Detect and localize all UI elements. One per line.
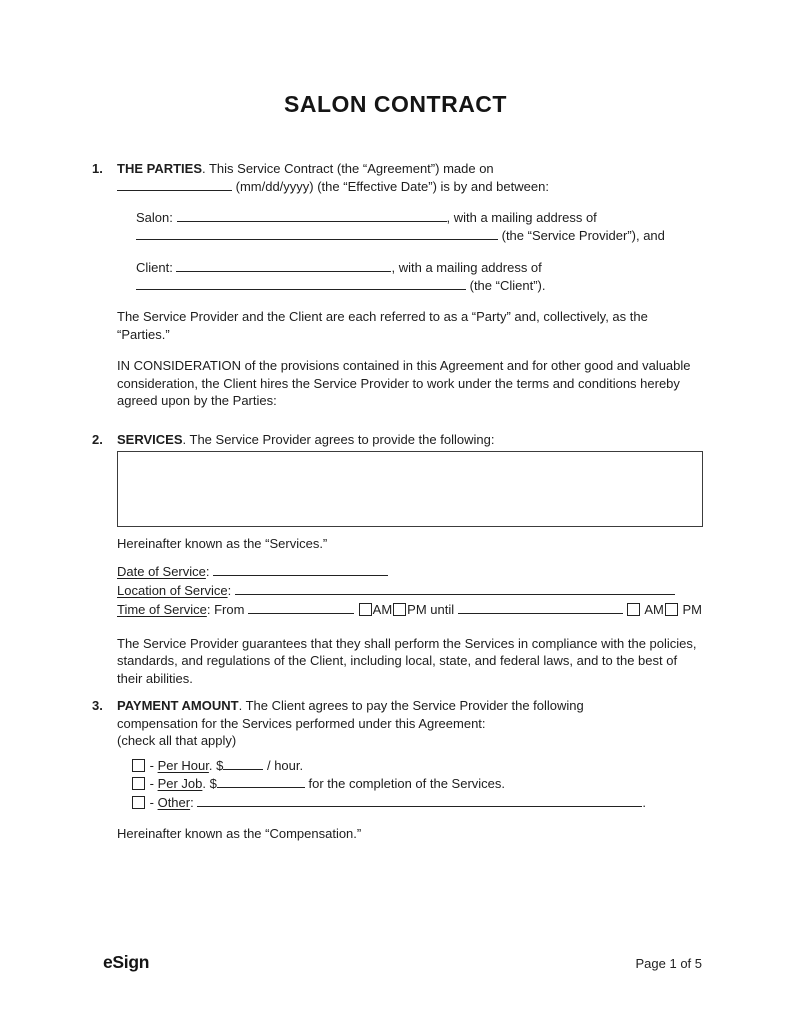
other-option-row bbox=[131, 794, 703, 813]
salon-party-block bbox=[136, 209, 703, 244]
esign-logo: eSign bbox=[103, 952, 150, 972]
parties-intro-line2 bbox=[117, 178, 703, 196]
section-services bbox=[92, 431, 703, 688]
other-dash: - bbox=[149, 794, 158, 810]
time-until-field[interactable] bbox=[458, 601, 623, 614]
time-from-field[interactable] bbox=[248, 601, 354, 614]
payment-intro-line bbox=[117, 697, 637, 732]
section-3-heading: PAYMENT AMOUNT bbox=[117, 698, 239, 713]
other-checkbox[interactable] bbox=[132, 796, 145, 809]
parties-paragraph-1: The Service Provider and the Client are each referred to as a “Party” and, collectively, as the “Parties.” bbox=[117, 309, 648, 342]
services-intro-line bbox=[117, 431, 703, 449]
section-2-number: 2. bbox=[92, 431, 103, 447]
payment-options bbox=[131, 757, 703, 813]
client-after-address: (the “Client”). bbox=[466, 277, 546, 293]
per-hour-mid: . $ bbox=[208, 757, 224, 773]
salon-after-address: (the “Service Provider”), and bbox=[498, 227, 665, 243]
until-am-label: AM bbox=[644, 601, 664, 617]
from-am-checkbox[interactable] bbox=[359, 603, 372, 616]
location-of-service-field[interactable] bbox=[235, 582, 675, 595]
per-job-amount-field[interactable] bbox=[217, 775, 305, 788]
until-am-checkbox[interactable] bbox=[627, 603, 640, 616]
date-of-service-line bbox=[117, 562, 703, 581]
payment-intro-text: . The Client agrees to pay the Service Provider the following compensation for the Services performed under this Agreement: bbox=[117, 698, 584, 731]
client-address-field[interactable] bbox=[136, 277, 466, 290]
per-hour-label: Per Hour bbox=[157, 757, 209, 773]
per-job-dash: - bbox=[149, 776, 158, 791]
until-pm-checkbox[interactable] bbox=[665, 603, 678, 616]
from-am-label: AM bbox=[372, 601, 393, 617]
salon-name-field[interactable] bbox=[177, 209, 447, 222]
from-pm-checkbox[interactable] bbox=[393, 603, 406, 616]
location-of-service-line bbox=[117, 581, 703, 600]
section-payment-amount bbox=[92, 697, 703, 843]
client-label: Client: bbox=[136, 260, 173, 275]
time-colon: : bbox=[206, 601, 211, 617]
salon-address-field[interactable] bbox=[136, 227, 498, 240]
salon-after-name: , with a mailing address of bbox=[446, 210, 597, 225]
client-party-block bbox=[136, 259, 703, 294]
services-intro-text: . The Service Provider agrees to provide the following: bbox=[182, 431, 495, 447]
other-suffix: . bbox=[642, 794, 646, 810]
time-from-label: From bbox=[214, 601, 245, 617]
parties-intro-line1 bbox=[117, 160, 703, 178]
per-hour-dash: - bbox=[149, 757, 158, 773]
per-job-mid: . $ bbox=[202, 776, 217, 791]
location-of-service-label: Location of Service bbox=[117, 582, 228, 598]
other-label: Other bbox=[157, 794, 191, 810]
time-until-label: until bbox=[430, 601, 455, 617]
time-of-service-line bbox=[117, 600, 703, 619]
effective-date-field[interactable] bbox=[117, 178, 232, 191]
until-pm-label: PM bbox=[682, 601, 702, 617]
date-of-service-field[interactable] bbox=[213, 563, 388, 576]
time-of-service-label: Time of Service bbox=[117, 601, 207, 617]
section-2-heading: SERVICES bbox=[117, 431, 183, 447]
document-title: SALON CONTRACT bbox=[284, 91, 507, 117]
section-the-parties bbox=[92, 160, 703, 410]
section-1-number: 1. bbox=[92, 161, 103, 176]
section-3-number: 3. bbox=[92, 698, 103, 713]
payment-hereinafter: Hereinafter known as the “Compensation.” bbox=[117, 826, 362, 841]
client-after-name: , with a mailing address of bbox=[391, 260, 542, 275]
per-job-option-row bbox=[131, 775, 703, 794]
location-colon: : bbox=[227, 582, 232, 598]
page-footer bbox=[103, 954, 702, 973]
per-hour-checkbox[interactable] bbox=[132, 759, 145, 772]
services-hereinafter: Hereinafter known as the “Services.” bbox=[117, 536, 328, 551]
other-mid: : bbox=[190, 794, 198, 810]
client-name-field[interactable] bbox=[176, 259, 391, 272]
page-number: Page 1 of 5 bbox=[635, 956, 702, 971]
per-hour-rate-field[interactable] bbox=[223, 757, 263, 770]
per-hour-suffix: / hour. bbox=[263, 757, 304, 773]
per-job-checkbox[interactable] bbox=[132, 777, 145, 790]
effective-date-suffix: (mm/dd/yyyy) (the “Effective Date”) is by and between: bbox=[232, 178, 549, 194]
date-colon: : bbox=[205, 563, 210, 579]
date-of-service-label: Date of Service bbox=[117, 563, 206, 579]
per-job-suffix: for the completion of the Services. bbox=[304, 776, 506, 791]
parties-paragraph-2: IN CONSIDERATION of the provisions contained in this Agreement and for other good and valuable consideration, the Client hires the Service Provider to work under the terms and conditions hereby agreed upon by the Parties: bbox=[117, 358, 691, 408]
services-guarantee-paragraph: The Service Provider guarantees that they shall perform the Services in compliance with the policies, standards, and regulations of the Client, including local, state, and federal laws, and to the best of their abilities. bbox=[117, 635, 697, 686]
per-hour-option-row bbox=[131, 757, 703, 776]
payment-check-note: (check all that apply) bbox=[117, 733, 237, 748]
document-content bbox=[92, 160, 703, 843]
section-1-heading: THE PARTIES bbox=[117, 161, 202, 176]
service-fields bbox=[117, 562, 703, 619]
other-field[interactable] bbox=[197, 794, 642, 807]
services-textbox[interactable] bbox=[117, 451, 703, 527]
salon-label: Salon: bbox=[136, 210, 173, 225]
from-pm-label: PM bbox=[407, 601, 427, 617]
parties-intro-text: . This Service Contract (the “Agreement”) made on bbox=[202, 161, 494, 176]
per-job-label: Per Job bbox=[157, 776, 203, 791]
